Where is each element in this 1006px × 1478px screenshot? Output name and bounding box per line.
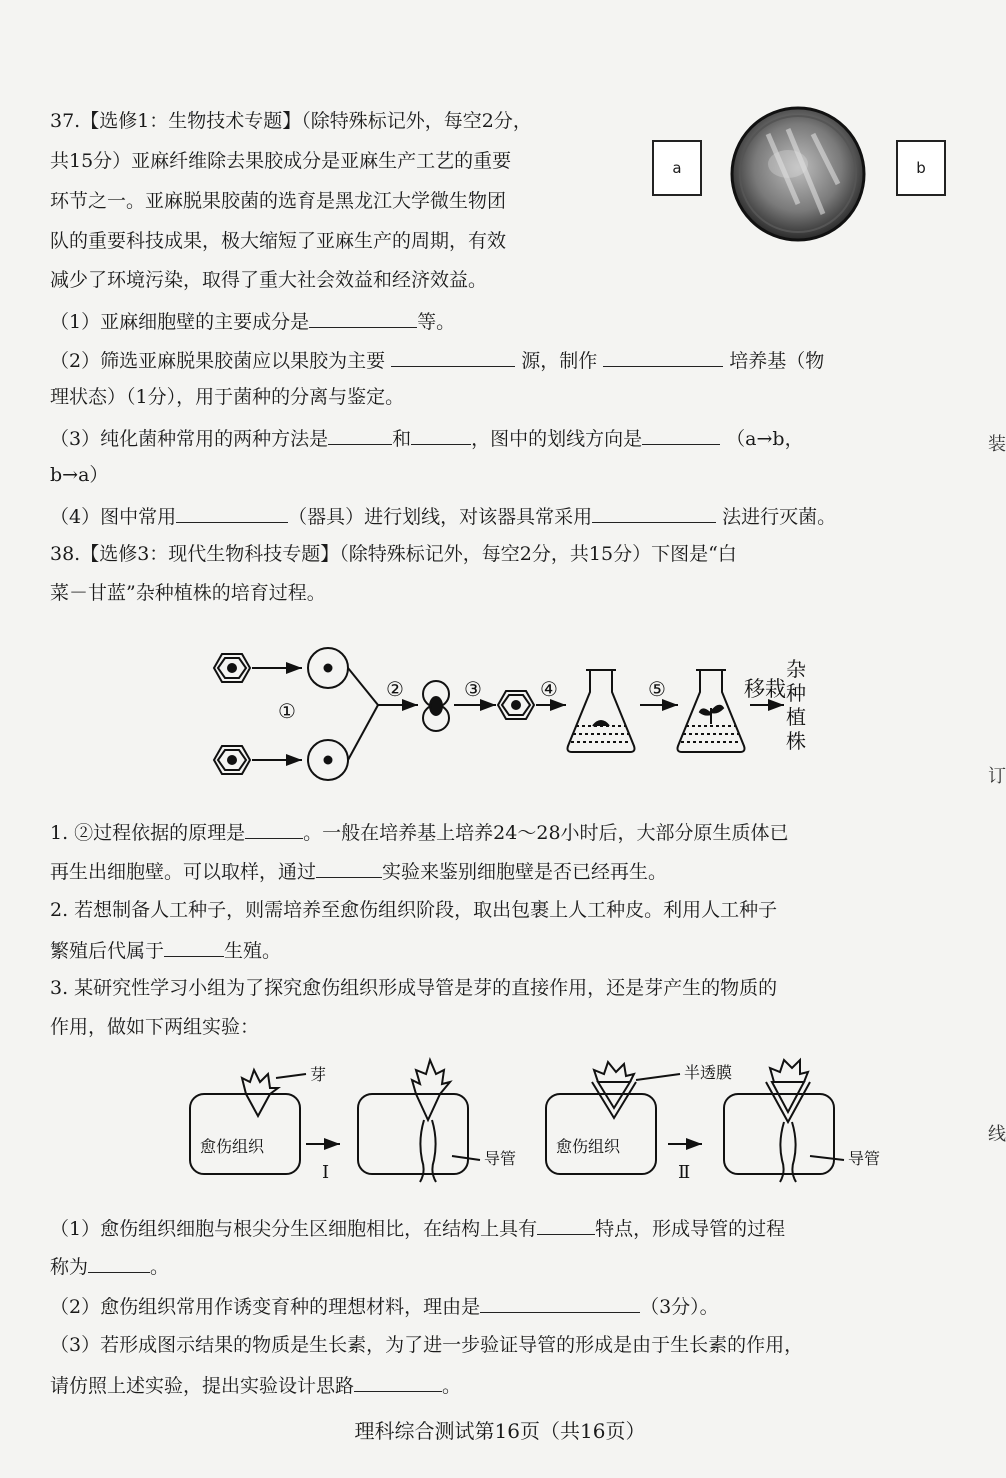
text: 等。 xyxy=(417,311,456,333)
merge-line xyxy=(348,705,378,760)
answer-blank[interactable] xyxy=(642,424,720,445)
flask-callus xyxy=(568,670,635,752)
answer-blank[interactable] xyxy=(245,818,303,839)
callus-label: 愈伤组织 xyxy=(556,1137,621,1156)
text: 。 xyxy=(150,1256,170,1278)
q38-sub-2a: 2. 若想制备人工种子，则需培养至愈伤组织阶段，取出包裹上人工种皮。利用人工种子 xyxy=(50,899,778,921)
text: 。一般在培养基上培养24～28小时后，大部分原生质体已 xyxy=(303,822,789,844)
answer-blank[interactable] xyxy=(316,857,382,878)
flask-seedling xyxy=(678,670,745,752)
result-char: 植 xyxy=(786,705,806,729)
text: （2）愈伤组织常用作诱变育种的理想材料，理由是 xyxy=(50,1296,481,1318)
answer-blank[interactable] xyxy=(88,1252,150,1273)
q37-part-3 xyxy=(50,424,804,452)
membrane-label: 半透膜 xyxy=(684,1063,733,1082)
bud-label: 芽 xyxy=(310,1065,327,1084)
text: 培养基（物 xyxy=(729,350,825,372)
q37-line-5: 减少了环境污染，取得了重大社会效益和经济效益。 xyxy=(50,269,488,291)
text: ，图中的划线方向是 xyxy=(471,428,643,450)
group-1-label: Ⅰ xyxy=(322,1162,330,1183)
hybrid-cell xyxy=(498,691,534,719)
group-2-label: Ⅱ xyxy=(678,1162,691,1183)
step-1-label: ① xyxy=(278,699,296,723)
plant-cell-top xyxy=(214,654,250,682)
q37-part-2b: 理状态）（1分），用于菌种的分离与鉴定。 xyxy=(50,386,405,408)
answer-blank[interactable] xyxy=(309,307,417,328)
text: （4）图中常用 xyxy=(50,506,177,528)
q37-part-4 xyxy=(50,502,836,530)
q38-exp-1a xyxy=(50,1214,785,1242)
q37-part-1 xyxy=(50,307,455,335)
result-char: 株 xyxy=(786,729,806,753)
text: （1）亚麻细胞壁的主要成分是 xyxy=(50,311,310,333)
q37-line-4: 队的重要科技成果，极大缩短了亚麻生产的周期，有效 xyxy=(50,230,507,252)
semipermeable-membrane xyxy=(766,1082,810,1122)
q38-line-1: 38.【选修3：现代生物科技专题】（除特殊标记外，每空2分，共15分）下图是“白 xyxy=(50,543,737,565)
plant-cell-bottom xyxy=(214,746,250,774)
text: 繁殖后代属于 xyxy=(50,940,165,962)
q38-sub-1a xyxy=(50,818,789,846)
answer-blank[interactable] xyxy=(354,1371,442,1392)
callus-experiment-diagram xyxy=(180,1060,920,1190)
step-2-label: ② xyxy=(386,677,404,701)
margin-char: 线 xyxy=(988,1124,1006,1145)
text: （1）愈伤组织细胞与根尖分生区细胞相比，在结构上具有 xyxy=(50,1218,538,1240)
answer-blank[interactable] xyxy=(480,1292,640,1313)
answer-blank[interactable] xyxy=(164,936,224,957)
vessel-label: 导管 xyxy=(848,1149,881,1168)
text: （2）筛选亚麻脱果胶菌应以果胶为主要 xyxy=(50,350,386,372)
step-3-label: ③ xyxy=(464,677,482,701)
result-char: 种 xyxy=(786,681,806,705)
text: 实验来鉴别细胞壁是否已经再生。 xyxy=(382,861,668,883)
q37-line-2: 共15分）亚麻纤维除去果胶成分是亚麻生产工艺的重要 xyxy=(50,150,512,172)
q38-exp-3a: （3）若形成图示结果的物质是生长素，为了进一步验证导管的形成是由于生长素的作用， xyxy=(50,1334,804,1356)
callus-block xyxy=(358,1094,468,1174)
label-box-a: a xyxy=(652,140,702,196)
text: 法进行灭菌。 xyxy=(722,506,837,528)
q38-exp-1b xyxy=(50,1252,169,1280)
q37-part-3b: b→a） xyxy=(50,464,109,486)
somatic-hybridization-diagram xyxy=(200,630,840,800)
text: 请仿照上述实验，提出实验设计思路 xyxy=(50,1375,355,1397)
q37-line-1: 37.【选修1：生物技术专题】（除特殊标记外，每空2分， xyxy=(50,110,532,132)
q38-sub-3a: 3. 某研究性学习小组为了探究愈伤组织形成导管是芽的直接作用，还是芽产生的物质的 xyxy=(50,977,778,999)
text: 源，制作 xyxy=(521,350,598,372)
protoplast-bottom xyxy=(308,740,348,780)
text: （a→b， xyxy=(726,428,804,450)
answer-blank[interactable] xyxy=(537,1214,595,1235)
answer-blank[interactable] xyxy=(328,424,392,445)
text: 再生出细胞壁。可以取样，通过 xyxy=(50,861,317,883)
label-box-b: b xyxy=(896,140,946,196)
bud-shape xyxy=(246,1094,270,1116)
answer-blank[interactable] xyxy=(603,346,723,367)
q37-line-3: 环节之一。亚麻脱果胶菌的选育是黑龙江大学微生物团 xyxy=(50,190,507,212)
answer-blank[interactable] xyxy=(411,424,471,445)
callus-block xyxy=(546,1094,656,1174)
step-5-label: ⑤ xyxy=(648,677,666,701)
fused-cell xyxy=(423,681,449,731)
text: （器具）进行划线，对该器具常采用 xyxy=(288,506,593,528)
text: （3分）。 xyxy=(640,1296,719,1318)
text: 1. ②过程依据的原理是 xyxy=(50,822,246,844)
text: 生殖。 xyxy=(224,940,282,962)
text: 特点，形成导管的过程 xyxy=(595,1218,786,1240)
callus-label: 愈伤组织 xyxy=(200,1137,265,1156)
semipermeable-membrane xyxy=(592,1082,636,1118)
answer-blank[interactable] xyxy=(176,502,288,523)
vessel-strand xyxy=(432,1120,436,1182)
text: 和 xyxy=(392,428,412,450)
margin-char: 订 xyxy=(988,766,1006,787)
margin-char: 装 xyxy=(988,434,1006,455)
transplant-label: 移栽 xyxy=(744,677,786,701)
result-char: 杂 xyxy=(786,657,806,681)
q38-exp-3b xyxy=(50,1371,461,1399)
callus-block xyxy=(190,1094,300,1174)
answer-blank[interactable] xyxy=(592,502,716,523)
text: 。 xyxy=(442,1375,462,1397)
q38-sub-3b: 作用，做如下两组实验： xyxy=(50,1016,260,1038)
q38-sub-1b xyxy=(50,857,667,885)
petri-dish-image xyxy=(728,104,868,244)
protoplast-top xyxy=(308,648,348,688)
merge-line xyxy=(348,668,378,705)
text: （3）纯化菌种常用的两种方法是 xyxy=(50,428,329,450)
vessel-label: 导管 xyxy=(484,1149,517,1168)
q38-sub-2b xyxy=(50,936,281,964)
q38-line-2: 菜－甘蓝”杂种植株的培育过程。 xyxy=(50,582,326,604)
q37-part-2 xyxy=(50,346,824,374)
vessel-strand xyxy=(420,1120,424,1182)
text: 称为 xyxy=(50,1256,89,1278)
q38-exp-2 xyxy=(50,1292,719,1320)
step-4-label: ④ xyxy=(540,677,558,701)
page-footer: 理科综合测试第16页（共16页） xyxy=(354,1419,646,1443)
answer-blank[interactable] xyxy=(391,346,515,367)
